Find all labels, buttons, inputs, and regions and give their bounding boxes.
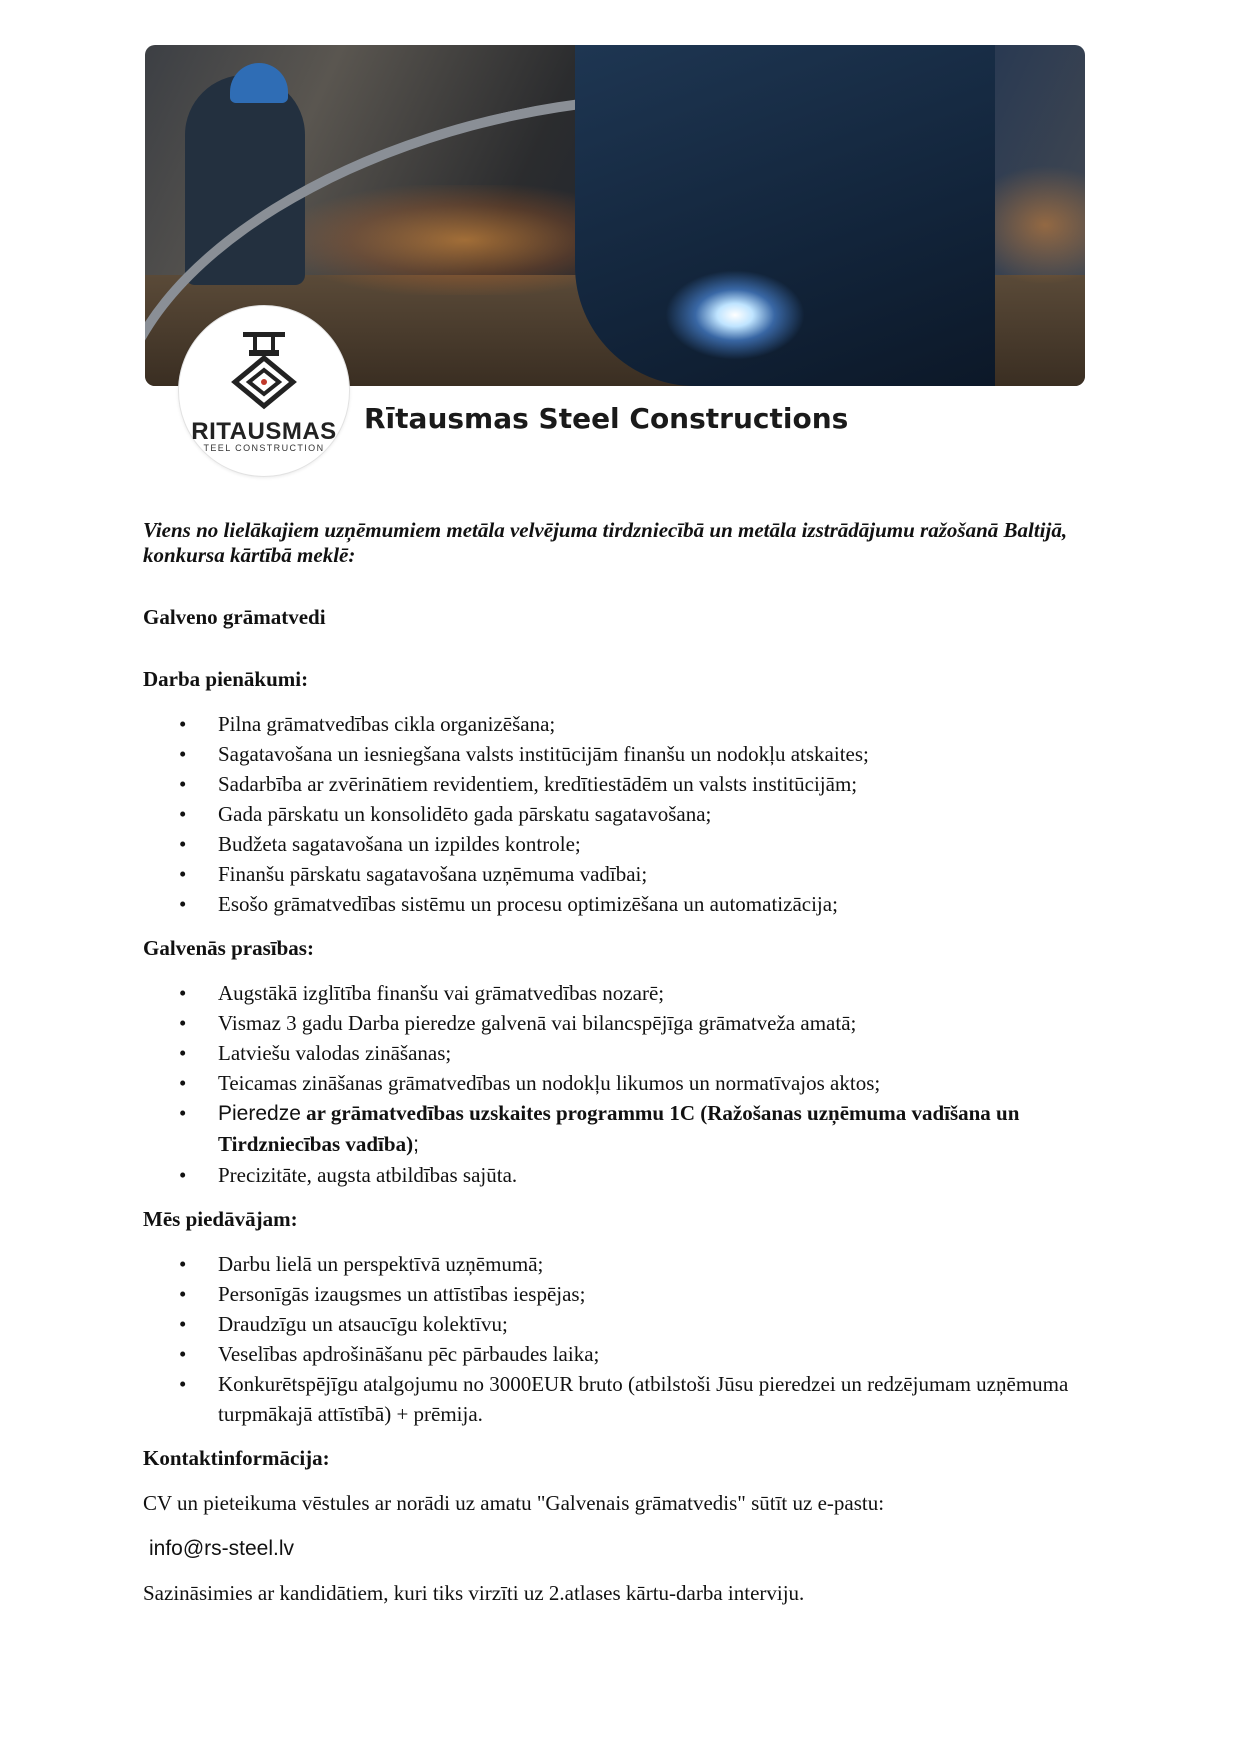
list-item: • Sagatavošana un iesniegšana valsts institūcijām finanšu un nodokļu atskaites; — [218, 739, 1083, 769]
contact-instructions: CV un pieteikuma vēstules ar norādi uz amatu "Galvenais grāmatvedis" sūtīt uz e-pastu: — [143, 1491, 885, 1515]
list-item: • Finanšu pārskatu sagatavošana uzņēmuma vadībai; — [218, 859, 1083, 889]
requirements-list — [143, 978, 1083, 1190]
item-suffix: ; — [413, 1133, 419, 1156]
list-item: • Esošo grāmatvedības sistēmu un procesu optimizēšana un automatizācija; — [218, 889, 1083, 919]
list-item: • Budžeta sagatavošana un izpildes kontrole; — [218, 829, 1083, 859]
item-prefix: Pieredze — [218, 1102, 301, 1125]
item-bold-text: ar grāmatvedības uzskaites programmu 1C (Ražošanas uzņēmuma vadīšana un Tirdzniecības vadība) — [218, 1101, 1020, 1156]
duties-list — [143, 709, 1083, 919]
list-item: • Precizitāte, augsta atbildības sajūta. — [218, 1160, 1083, 1190]
banner-welding-spark — [665, 270, 805, 360]
duties-title: Darba pienākumi: — [143, 667, 309, 691]
logo-wordmark: RITAUSMAS — [191, 418, 337, 445]
list-item: • Pilna grāmatvedības cikla organizēšana; — [218, 709, 1083, 739]
offer-list — [143, 1249, 1083, 1429]
list-item: • Latviešu valodas zināšanas; — [218, 1038, 1083, 1068]
company-logo — [178, 305, 350, 477]
list-item: • Draudzīgu un atsaucīgu kolektīvu; — [218, 1309, 1083, 1339]
logo-subtext: TEEL CONSTRUCTION — [203, 443, 325, 453]
closing-text: Sazināsimies ar kandidātiem, kuri tiks virzīti uz 2.atlases kārtu-darba interviju. — [143, 1581, 805, 1605]
list-item: • Augstākā izglītība finanšu vai grāmatvedības nozarē; — [218, 978, 1083, 1008]
list-item: • Konkurētspējīgu atalgojumu no 3000EUR bruto (atbilstoši Jūsu pieredzei un redzējumam uzņēmuma turpmākajā attīstībā) + prēmija. — [218, 1369, 1083, 1429]
list-item: • Gada pārskatu un konsolidēto gada pārskatu sagatavošana; — [218, 799, 1083, 829]
steel-construction-logo-icon — [229, 330, 299, 412]
list-item-1c-experience — [218, 1098, 1083, 1160]
intro-text: Viens no lielākajiem uzņēmumiem metāla velvējuma tirdzniecībā un metāla izstrādājumu ražošanā Baltijā, konkursa kārtībā meklē: — [143, 518, 1068, 567]
job-posting — [143, 518, 1083, 1606]
list-item: • Sadarbība ar zvērinātiem revidentiem, kredītiestādēm un valsts institūcijām; — [218, 769, 1083, 799]
list-item: • Darbu lielā un perspektīvā uzņēmumā; — [218, 1249, 1083, 1279]
company-name: Rītausmas Steel Constructions — [364, 402, 849, 435]
contact-email-link[interactable]: info@rs-steel.lv — [149, 1537, 295, 1560]
list-item: • Teicamas zināšanas grāmatvedības un nodokļu likumos un normatīvajos aktos; — [218, 1068, 1083, 1098]
banner-helmet — [230, 63, 288, 103]
list-item: • Personīgās izaugsmes un attīstības iespējas; — [218, 1279, 1083, 1309]
list-item: • Veselības apdrošināšanu pēc pārbaudes laika; — [218, 1339, 1083, 1369]
contact-title: Kontaktinformācija: — [143, 1446, 330, 1470]
position-title: Galveno grāmatvedi — [143, 605, 326, 629]
requirements-title: Galvenās prasības: — [143, 936, 314, 960]
offer-title: Mēs piedāvājam: — [143, 1207, 298, 1231]
list-item: • Vismaz 3 gadu Darba pieredze galvenā vai bilancspējīga grāmatveža amatā; — [218, 1008, 1083, 1038]
